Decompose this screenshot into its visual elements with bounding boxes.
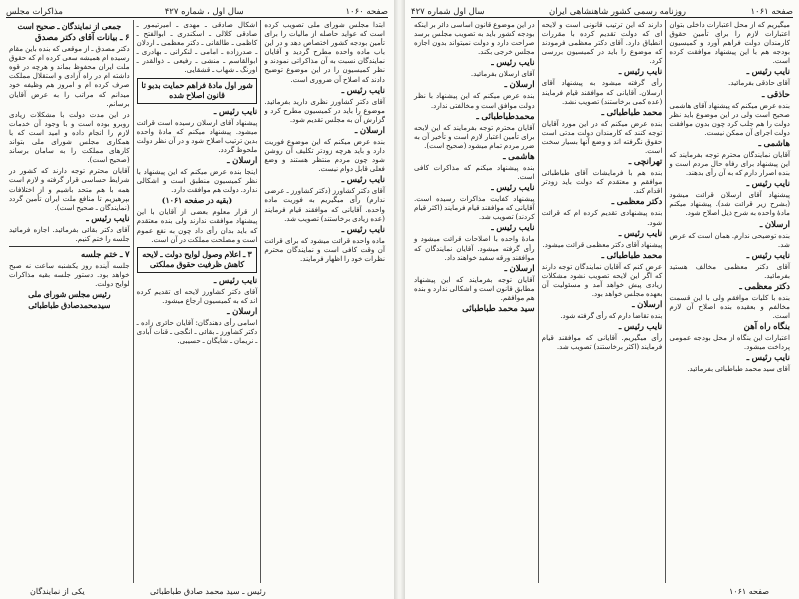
column-heading: جمعی از نمایندگان ـ صحیح است bbox=[17, 22, 122, 31]
right-page-columns bbox=[411, 20, 793, 583]
speaker-name: نایب رئیس ـ bbox=[491, 223, 535, 234]
right-issue-label: سال اول شماره ۴۲۷ bbox=[411, 7, 485, 17]
paragraph: در این مدت دولت با مشکلات زیادی روبرو بوده است و با وجود آن خدمات لازم را انجام داده و امید است که با همکاری مجلس شورای ملی بتواند کارهای مملکت را به سامان برساند (صحیح است). bbox=[8, 109, 130, 165]
paragraph: آقای دکتر بقائی بفرمائید. اجازه فرمائید جلسه را ختم کنیم. bbox=[8, 224, 130, 243]
right-page-column-middle bbox=[539, 20, 667, 583]
paragraph: اینجا بنده عرض میکنم که این پیشنهاد با نظر کمیسیون منطبق است و اشکالی ندارد. دولت هم موافقت دارد. bbox=[136, 166, 258, 195]
left-page-column-left bbox=[6, 20, 134, 583]
section-heading: بنگاه راه آهن bbox=[743, 322, 790, 333]
speaker-name: نایب رئیس ـ bbox=[213, 106, 258, 117]
speaker-name: دکتر معظمی ـ bbox=[739, 281, 790, 292]
speaker-name: تهرانچی ـ bbox=[628, 157, 663, 168]
paragraph: بنده پیشنهاد میکنم که مذاکرات کافی است. bbox=[413, 162, 535, 182]
speaker-name: محمد طباطبائی ـ bbox=[601, 107, 663, 118]
paragraph: ابتدا مجلس شورای ملی تصویب کرده است که عواید حاصله از مالیات را برای تأمین بودجه کشور اختصاص دهد و در این باب ماده واحده مطرح گردید و آقایان نمایندگان نسبت به آن مذاکراتی نمودند و نظر کمیسیون را در این موضوع توضیح دادند که اصلاح آن ضروری است. bbox=[264, 20, 385, 84]
left-page bbox=[0, 0, 394, 599]
speaker-name: سید محمد طباطبائی bbox=[462, 303, 535, 314]
paragraph: بنده هم با فرمایشات آقای طباطبائی موافقم و معتقدم که دولت باید زودتر اقدام کند. bbox=[541, 168, 663, 196]
left-page-number: صفحه ۱۰۶۰ bbox=[345, 7, 388, 17]
speaker-name: نایب رئیس ـ bbox=[491, 183, 535, 194]
speaker-name: نایب رئیس ـ bbox=[341, 175, 385, 186]
speaker-name: ارسلان ـ bbox=[632, 300, 663, 311]
paragraph: اسامی رأی دهندگان: آقایان حائری زاده ـ دکتر کشاورز ـ بقائی ـ انگجی ـ قنات آبادی ـ نریمان ـ شایگان ـ حسیبی. bbox=[136, 317, 258, 346]
left-footer-signature: رئیس ـ سید محمد صادق طباطبائی bbox=[150, 587, 266, 596]
speaker-name: نایب رئیس ـ bbox=[213, 275, 258, 286]
signature-name: سیدمحمدصادق طباطبائی bbox=[28, 301, 111, 311]
speaker-name: نایب رئیس ـ bbox=[86, 213, 130, 224]
right-newspaper-title: روزنامه رسمی کشور شاهنشاهی ایران bbox=[548, 7, 687, 17]
speaker-name: ارسلان ـ bbox=[227, 155, 258, 166]
right-page-header bbox=[411, 3, 793, 18]
paragraph: دکتر مصدق ـ از موقعی که بنده باین مقام رسیده ام همیشه سعی کرده ام که حقوق ملت ایران محفوظ بماند و هرچه در قوه داشته ام در راه آزادی و استقلال مملکت صرف کرده ام و امروز هم وظیفه خود میدانم که مراتب را به عرض آقایان برسانم. bbox=[8, 44, 130, 108]
section-heading: ۶ ـ بیانات آقای دکتر مصدق bbox=[35, 33, 130, 44]
speaker-name: نایب رئیس ـ bbox=[491, 58, 535, 69]
left-page-column-middle bbox=[134, 20, 262, 583]
right-page-column-right bbox=[666, 20, 793, 583]
section-heading-box: ۳ ـ اعلام وصول لوایح دولت ـ لایحه کاهش ظرفیت حقوق مملکتی bbox=[137, 247, 258, 273]
continuation-note: (بقیه در صفحه ۱۰۶۱) bbox=[161, 196, 233, 206]
paragraph: بنده با کلیات موافقم ولی با این قسمت مخالفم و بعقیده بنده اصلاح آن لازم است. bbox=[669, 292, 790, 321]
paragraph: آقای ارسلان بفرمائید. bbox=[470, 69, 535, 79]
paragraph: پیشنهاد کفایت مذاکرات رسیده است. آقایانی که موافقند قیام فرمایند (اکثر قیام کردند) تصویب شد. bbox=[413, 194, 535, 222]
paragraph: آقای دکتر کشاورز نظری دارید بفرمائید. موضوع را باید در کمیسیون مطرح کرد و گزارش آن به مجلس تقدیم شود. bbox=[264, 96, 385, 124]
paragraph: پیشنهاد آقای ارسلان رسیده است قرائت میشود. پیشنهاد میکنم که مادهٔ واحده بدین ترتیب اصلاح شود و در آن نظر دولت ملحوظ گردد. bbox=[136, 117, 258, 154]
speaker-name: نایب رئیس ـ bbox=[618, 67, 663, 78]
left-footer-note: یکی از نمایندگان bbox=[30, 587, 85, 596]
left-page-columns bbox=[6, 20, 388, 583]
right-page-column-left bbox=[411, 20, 539, 583]
speaker-name: محمدطباطبائی ـ bbox=[476, 111, 535, 122]
right-page-number: صفحه ۱۰۶۱ bbox=[750, 7, 793, 17]
section-heading: ۷ ـ ختم جلسه bbox=[80, 249, 130, 260]
paragraph: عرض کنم که آقایان نمایندگان توجه دارند که اگر این لایحه تصویب نشود مشکلات زیادی پیش خواهد آمد و مسئولیت آن بعهده مجلس خواهد بود. bbox=[541, 261, 663, 298]
speaker-name: نایب رئیس ـ bbox=[746, 353, 790, 364]
paragraph: بنده پیشنهادی تقدیم کرده ام که قرائت شود. bbox=[541, 208, 663, 227]
page-gutter bbox=[394, 0, 405, 599]
paragraph: بنده عرض میکنم که این پیشنهاد با نظر دولت موافق است و مخالفتی ندارد. bbox=[413, 91, 535, 110]
paragraph: پیشنهاد آقای ارسلان قرائت میشود (بشرح زیر قرائت شد). پیشنهاد میکنم مادهٔ واحده به شرح ذیل اصلاح شود. bbox=[669, 190, 790, 218]
speaker-name: حاذقی ـ bbox=[761, 89, 790, 100]
paragraph: ماده واحده قرائت میشود که برای قرائت آن وقت کافی است و نمایندگان محترم نظرات خود را اظهار فرمایند. bbox=[264, 235, 385, 263]
left-issue-label: سال اول ، شماره ۴۲۷ bbox=[164, 7, 244, 17]
speaker-name: دکتر معظمی ـ bbox=[611, 197, 663, 208]
speaker-name: نایب رئیس ـ bbox=[746, 250, 790, 261]
paragraph: آقای دکتر کشاورز (دکتر کشاورز ـ عرضی ندارم) رأی میگیریم به فوریت ماده واحده. آقایانی که موافقند قیام فرمایند (عده زیادی برخاستند) تصویب شد. bbox=[264, 186, 385, 223]
paragraph: بنده عرض میکنم که پیشنهاد آقای هاشمی صحیح است ولی در این موضوع باید نظر دولت را هم جلب کرد چون بدون موافقت دولت اجرای آن ممکن نیست. bbox=[669, 100, 790, 137]
speaker-name: ارسلان ـ bbox=[504, 263, 535, 274]
speaker-name: نایب رئیس ـ bbox=[746, 67, 790, 78]
speaker-name: نایب رئیس ـ bbox=[746, 179, 790, 190]
divider bbox=[9, 246, 130, 247]
paragraph: آقای حاذقی بفرمائید. bbox=[728, 78, 790, 88]
speaker-name: نایب رئیس ـ bbox=[618, 322, 663, 333]
speaker-name: هاشمی ـ bbox=[758, 138, 790, 149]
paragraph: اعتبارات این بنگاه از محل بودجه عمومی پرداخت میشود. bbox=[669, 333, 790, 352]
paragraph: آقای دکتر کشاورز لایحه ای تقدیم کرده اند که به کمیسیون ارجاع میشود. bbox=[136, 286, 258, 305]
paragraph: آقایان محترم توجه بفرمایند که این لایحه برای تأمین اعتبار لازم است و تأخیر آن به ضرر مردم تمام میشود (صحیح است). bbox=[413, 122, 535, 150]
speaker-name: ارسلان ـ bbox=[759, 219, 790, 230]
paragraph: دارند که این ترتیب قانونی است و لایحه ای که دولت تقدیم کرده با مقررات انطباق دارد. آقای دکتر معظمی فرمودند که موضوع را باید در کمیسیون بررسی کرد. bbox=[541, 20, 663, 66]
paragraph: آقایان توجه بفرمایند که این پیشنهاد مطابق قانون است و اشکالی ندارد و بنده هم موافقم. bbox=[413, 274, 535, 302]
paragraph: جلسه آینده روز یکشنبه ساعت نه صبح خواهد بود. دستور جلسه بقیه مذاکرات لوایح دولت. bbox=[8, 260, 130, 289]
speaker-name: هاشمی ـ bbox=[503, 151, 535, 162]
section-heading-box: شور اول مادهٔ فراهم حمایت بدبو تا قانون اصلاح شده bbox=[137, 78, 258, 104]
signature-title: رئیس مجلس شورای ملی bbox=[28, 290, 111, 300]
paragraph: پیشنهاد آقای دکتر معظمی قرائت میشود. bbox=[542, 239, 663, 249]
paragraph: رأی میگیریم. آقایانی که موافقند قیام فرمایند (اکثر برخاستند) تصویب شد. bbox=[541, 333, 663, 352]
speaker-name: نایب رئیس ـ bbox=[341, 224, 385, 235]
left-page-header bbox=[6, 3, 388, 18]
speaker-name: ارسلان ـ bbox=[354, 125, 385, 136]
speaker-name: محمد طباطبائی ـ bbox=[601, 250, 663, 261]
paragraph: آقای دکتر معظمی مخالف هستید بفرمائید. bbox=[669, 261, 790, 280]
speaker-name: نایب رئیس ـ bbox=[618, 228, 663, 239]
speaker-name: ارسلان ـ bbox=[227, 306, 258, 317]
paragraph: بنده تقاضا دارم که رأی گرفته شود. bbox=[560, 311, 663, 321]
paragraph: بنده عرض میکنم که این موضوع فوریت دارد و باید هرچه زودتر تکلیف آن روشن شود چون مردم منتظر هستند و وضع فعلی قابل دوام نیست. bbox=[264, 136, 385, 174]
paragraph: آقای سید محمد طباطبائی بفرمائید. bbox=[687, 364, 790, 374]
paragraph: بنده عرض میکنم که در این مورد آقایان توجه کنند که کارمندان دولت مدتی است حقوق نگرفته اند و وضع آنها بسیار سخت است. bbox=[541, 118, 663, 156]
right-footer-page-number: صفحه ۱۰۶۱ bbox=[728, 587, 769, 596]
paragraph: میگیریم که از محل اعتبارات داخلی بتوان اعتبارات لازم را برای تأمین حقوق کارمندان دولت فراهم آورد و کمیسیون بودجه هم با این پیشنهاد موافقت کرده است. bbox=[669, 20, 790, 66]
paragraph: مادهٔ واحده با اصلاحات قرائت میشود و رأی گرفته میشود. آقایان نمایندگان که موافقند ورقه سفید خواهند داد. bbox=[413, 234, 535, 262]
paragraph: آقایان نمایندگان محترم توجه بفرمایند که این پیشنهاد برای رفاه حال مردم است و بنده اصرار دارم که به آن رأی بدهند. bbox=[669, 149, 790, 178]
left-page-column-right bbox=[261, 20, 388, 583]
speaker-name: ارسلان ـ bbox=[504, 80, 535, 91]
paragraph: رأی گرفته میشود به پیشنهاد آقای ارسلان. آقایانی که موافقند قیام فرمایند (عده کمی برخاستند) تصویب نشد. bbox=[541, 78, 663, 106]
paragraph: از قرار معلوم بعضی از آقایان با این پیشنهاد موافقت ندارند ولی بنده معتقدم که باید بدان رأی داد چون به نفع عموم است و مصلحت مملکت در آن است. bbox=[136, 207, 258, 244]
paragraph: در این موضوع قانون اساسی دائر بر اینکه بودجه کشور باید به تصویب مجلس برسد صراحت دارد و دولت نمیتواند بدون اجازه مجلس خرجی بکند. bbox=[413, 20, 535, 57]
paragraph: بنده توضیحی ندارم. همان است که عرض شد. bbox=[669, 230, 790, 249]
left-section-title: مذاکرات مجلس bbox=[6, 7, 63, 17]
paragraph: اشکال صادقی ـ مهدی ـ امیرتیمور ـ صادقی کلالی ـ اسکندری ـ ابوالفتح ـ کاظمی ـ طالقانی ـ دکتر معظمی ـ اردلان ـ صدرزاده ـ امامی ـ لنکرانی ـ بهادری ـ ابوالقاسم ـ منشی ـ رفیعی ـ ذوالقدر ـ اورنگ ـ شهاب ـ قشقایی. bbox=[136, 20, 258, 75]
paragraph: آقایان محترم توجه دارند که کشور در شرایط حساسی قرار گرفته و لازم است همه با هم متحد باشیم و از اختلافات بپرهیزیم تا منافع ملت ایران تأمین گردد (نمایندگان ـ صحیح است). bbox=[8, 166, 130, 212]
speaker-name: نایب رئیس ـ bbox=[341, 85, 385, 96]
right-page bbox=[405, 0, 799, 599]
